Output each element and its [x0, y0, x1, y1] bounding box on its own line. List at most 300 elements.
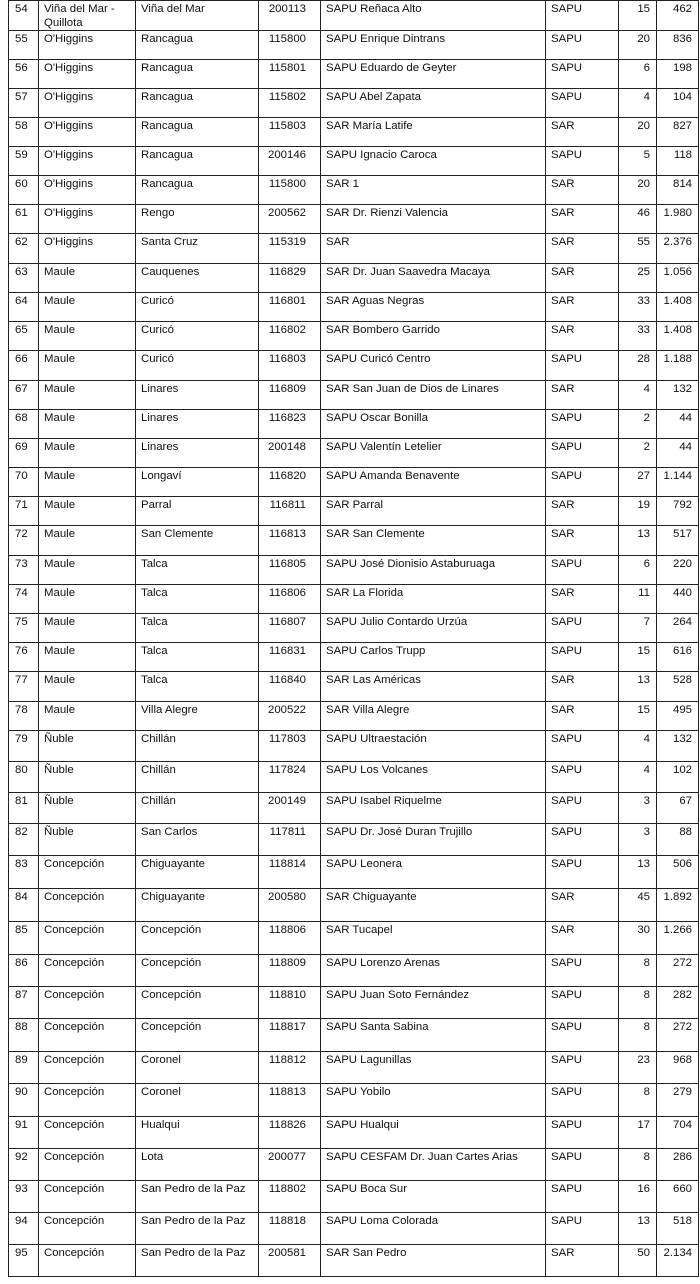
service-type: SAR	[546, 264, 619, 293]
establishment-name: SAPU Loma Colorada	[321, 1213, 546, 1245]
comuna-cell: Hualqui	[136, 1117, 259, 1149]
establishment-code: 200522	[259, 702, 321, 731]
total-cell: 968	[657, 1052, 699, 1084]
total-cell: 2.376	[657, 234, 699, 264]
establishment-code: 116829	[259, 264, 321, 293]
establishment-code: 117824	[259, 762, 321, 793]
total-cell: 88	[657, 824, 699, 856]
table-row	[9, 585, 699, 614]
total-cell: 104	[657, 89, 699, 118]
establishment-code: 115801	[259, 60, 321, 89]
establishment-name: SAPU Enrique Dintrans	[321, 31, 546, 60]
establishment-name: SAPU Ignacio Caroca	[321, 147, 546, 176]
region-cell: Maule	[39, 614, 136, 643]
hours-cell: 3	[619, 824, 657, 856]
hours-cell: 27	[619, 468, 657, 497]
row-number: 55	[9, 31, 39, 60]
service-type: SAR	[546, 176, 619, 205]
row-number: 73	[9, 556, 39, 585]
establishment-code: 200148	[259, 439, 321, 468]
total-cell: 1.980	[657, 205, 699, 234]
establishment-name: SAPU José Dionisio Astaburuaga	[321, 556, 546, 585]
establishment-code: 118810	[259, 987, 321, 1019]
comuna-cell: Longaví	[136, 468, 259, 497]
service-type: SAPU	[546, 824, 619, 856]
table-row	[9, 351, 699, 381]
comuna-cell: Curicó	[136, 351, 259, 381]
service-type: SAR	[546, 293, 619, 322]
establishment-code: 115800	[259, 31, 321, 60]
establishment-name: SAPU Lorenzo Arenas	[321, 955, 546, 987]
service-type: SAPU	[546, 1, 619, 31]
table-row	[9, 824, 699, 856]
table-row	[9, 410, 699, 439]
row-number: 70	[9, 468, 39, 497]
row-number: 85	[9, 922, 39, 955]
comuna-cell: Talca	[136, 585, 259, 614]
table-row	[9, 205, 699, 234]
region-cell: Viña del Mar - Quillota	[39, 1, 136, 31]
establishment-name: SAPU Santa Sabina	[321, 1019, 546, 1052]
row-number: 84	[9, 889, 39, 922]
total-cell: 272	[657, 955, 699, 987]
service-type: SAPU	[546, 1019, 619, 1052]
hours-cell: 28	[619, 351, 657, 381]
hours-cell: 8	[619, 1084, 657, 1117]
total-cell: 67	[657, 793, 699, 824]
service-type: SAPU	[546, 351, 619, 381]
service-type: SAPU	[546, 856, 619, 889]
total-cell: 1.408	[657, 322, 699, 351]
hours-cell: 15	[619, 1, 657, 31]
table-row	[9, 497, 699, 526]
service-type: SAPU	[546, 614, 619, 643]
comuna-cell: Rancagua	[136, 60, 259, 89]
service-type: SAPU	[546, 987, 619, 1019]
hours-cell: 15	[619, 702, 657, 731]
service-type: SAR	[546, 1245, 619, 1277]
region-cell: Ñuble	[39, 731, 136, 762]
comuna-cell: Santa Cruz	[136, 234, 259, 264]
comuna-cell: Talca	[136, 672, 259, 702]
table-row	[9, 468, 699, 497]
establishment-name: SAR Parral	[321, 497, 546, 526]
establishment-name: SAPU Eduardo de Geyter	[321, 60, 546, 89]
hours-cell: 33	[619, 293, 657, 322]
service-type: SAPU	[546, 147, 619, 176]
establishment-code: 115319	[259, 234, 321, 264]
region-cell: Maule	[39, 526, 136, 556]
total-cell: 517	[657, 526, 699, 556]
hours-cell: 16	[619, 1181, 657, 1213]
region-cell: Concepción	[39, 889, 136, 922]
total-cell: 1.892	[657, 889, 699, 922]
service-type: SAR	[546, 702, 619, 731]
comuna-cell: San Carlos	[136, 824, 259, 856]
establishment-code: 200149	[259, 793, 321, 824]
region-cell: Concepción	[39, 922, 136, 955]
comuna-cell: Linares	[136, 381, 259, 410]
table-row	[9, 31, 699, 60]
hours-cell: 2	[619, 410, 657, 439]
table-row	[9, 889, 699, 922]
total-cell: 118	[657, 147, 699, 176]
establishment-code: 116811	[259, 497, 321, 526]
total-cell: 44	[657, 439, 699, 468]
service-type: SAR	[546, 118, 619, 147]
comuna-cell: Chiguayante	[136, 856, 259, 889]
row-number: 71	[9, 497, 39, 526]
region-cell: Maule	[39, 410, 136, 439]
total-cell: 264	[657, 614, 699, 643]
region-cell: Maule	[39, 468, 136, 497]
region-cell: O'Higgins	[39, 234, 136, 264]
row-number: 54	[9, 1, 39, 31]
region-cell: Maule	[39, 439, 136, 468]
comuna-cell: Parral	[136, 497, 259, 526]
region-cell: Maule	[39, 643, 136, 672]
row-number: 64	[9, 293, 39, 322]
row-number: 93	[9, 1181, 39, 1213]
service-type: SAPU	[546, 1052, 619, 1084]
row-number: 63	[9, 264, 39, 293]
establishment-name: SAR	[321, 234, 546, 264]
comuna-cell: Rancagua	[136, 89, 259, 118]
row-number: 94	[9, 1213, 39, 1245]
comuna-cell: San Pedro de la Paz	[136, 1245, 259, 1277]
establishment-name: SAR Las Américas	[321, 672, 546, 702]
establishment-code: 118809	[259, 955, 321, 987]
total-cell: 704	[657, 1117, 699, 1149]
total-cell: 1.188	[657, 351, 699, 381]
total-cell: 272	[657, 1019, 699, 1052]
table-row	[9, 526, 699, 556]
table-body	[9, 1, 699, 1277]
table-row	[9, 1052, 699, 1084]
service-type: SAPU	[546, 1149, 619, 1181]
region-cell: O'Higgins	[39, 118, 136, 147]
row-number: 56	[9, 60, 39, 89]
row-number: 72	[9, 526, 39, 556]
region-cell: O'Higgins	[39, 31, 136, 60]
region-cell: Ñuble	[39, 824, 136, 856]
total-cell: 1.056	[657, 264, 699, 293]
hours-cell: 6	[619, 60, 657, 89]
region-cell: Concepción	[39, 1213, 136, 1245]
row-number: 80	[9, 762, 39, 793]
comuna-cell: Cauquenes	[136, 264, 259, 293]
comuna-cell: Curicó	[136, 293, 259, 322]
total-cell: 132	[657, 731, 699, 762]
table-row	[9, 234, 699, 264]
table-row	[9, 1019, 699, 1052]
comuna-cell: Rengo	[136, 205, 259, 234]
service-type: SAPU	[546, 410, 619, 439]
comuna-cell: Linares	[136, 439, 259, 468]
region-cell: Ñuble	[39, 793, 136, 824]
comuna-cell: San Pedro de la Paz	[136, 1213, 259, 1245]
hours-cell: 8	[619, 1019, 657, 1052]
table-row	[9, 856, 699, 889]
establishment-code: 118826	[259, 1117, 321, 1149]
service-type: SAPU	[546, 1084, 619, 1117]
total-cell: 462	[657, 1, 699, 31]
hours-cell: 4	[619, 381, 657, 410]
total-cell: 2.134	[657, 1245, 699, 1277]
establishment-name: SAPU Julio Contardo Urzúa	[321, 614, 546, 643]
row-number: 79	[9, 731, 39, 762]
establishment-name: SAR Chiguayante	[321, 889, 546, 922]
hours-cell: 20	[619, 31, 657, 60]
row-number: 59	[9, 147, 39, 176]
table-row	[9, 556, 699, 585]
service-type: SAR	[546, 672, 619, 702]
establishment-code: 116802	[259, 322, 321, 351]
region-cell: O'Higgins	[39, 60, 136, 89]
comuna-cell: Concepción	[136, 1019, 259, 1052]
region-cell: Concepción	[39, 1117, 136, 1149]
service-type: SAR	[546, 205, 619, 234]
establishment-name: SAPU Carlos Trupp	[321, 643, 546, 672]
region-cell: Maule	[39, 585, 136, 614]
establishment-code: 116831	[259, 643, 321, 672]
total-cell: 814	[657, 176, 699, 205]
establishment-name: SAPU Leonera	[321, 856, 546, 889]
hours-cell: 33	[619, 322, 657, 351]
establishment-name: SAR María Latife	[321, 118, 546, 147]
table-row	[9, 672, 699, 702]
establishment-name: SAPU Curicó Centro	[321, 351, 546, 381]
total-cell: 827	[657, 118, 699, 147]
table-row	[9, 147, 699, 176]
establishment-name: SAPU Hualqui	[321, 1117, 546, 1149]
region-cell: Maule	[39, 672, 136, 702]
service-type: SAR	[546, 322, 619, 351]
comuna-cell: Talca	[136, 643, 259, 672]
establishment-code: 116840	[259, 672, 321, 702]
total-cell: 792	[657, 497, 699, 526]
hours-cell: 13	[619, 1213, 657, 1245]
region-cell: Maule	[39, 351, 136, 381]
hours-cell: 11	[619, 585, 657, 614]
table-row	[9, 987, 699, 1019]
row-number: 60	[9, 176, 39, 205]
comuna-cell: Concepción	[136, 955, 259, 987]
total-cell: 44	[657, 410, 699, 439]
establishment-name: SAPU Boca Sur	[321, 1181, 546, 1213]
establishment-name: SAPU Abel Zapata	[321, 89, 546, 118]
comuna-cell: Coronel	[136, 1084, 259, 1117]
hours-cell: 50	[619, 1245, 657, 1277]
establishment-name: SAPU Reñaca Alto	[321, 1, 546, 31]
establishment-name: SAR Bombero Garrido	[321, 322, 546, 351]
region-cell: O'Higgins	[39, 89, 136, 118]
comuna-cell: Chillán	[136, 762, 259, 793]
establishment-name: SAR Tucapel	[321, 922, 546, 955]
table-row	[9, 1181, 699, 1213]
total-cell: 1.408	[657, 293, 699, 322]
service-type: SAPU	[546, 556, 619, 585]
establishment-code: 116806	[259, 585, 321, 614]
service-type: SAPU	[546, 1213, 619, 1245]
table-row	[9, 614, 699, 643]
service-type: SAPU	[546, 731, 619, 762]
region-cell: O'Higgins	[39, 147, 136, 176]
hours-cell: 20	[619, 118, 657, 147]
service-type: SAR	[546, 526, 619, 556]
comuna-cell: Coronel	[136, 1052, 259, 1084]
hours-cell: 19	[619, 497, 657, 526]
establishment-code: 200581	[259, 1245, 321, 1277]
establishment-code: 115802	[259, 89, 321, 118]
comuna-cell: Rancagua	[136, 176, 259, 205]
region-cell: O'Higgins	[39, 176, 136, 205]
hours-cell: 13	[619, 526, 657, 556]
establishment-name: SAR San Juan de Dios de Linares	[321, 381, 546, 410]
region-cell: Concepción	[39, 987, 136, 1019]
establishment-name: SAPU Lagunillas	[321, 1052, 546, 1084]
establishment-name: SAR 1	[321, 176, 546, 205]
establishment-name: SAR San Pedro	[321, 1245, 546, 1277]
establishment-code: 118814	[259, 856, 321, 889]
establishment-code: 118812	[259, 1052, 321, 1084]
total-cell: 616	[657, 643, 699, 672]
comuna-cell: San Pedro de la Paz	[136, 1181, 259, 1213]
row-number: 83	[9, 856, 39, 889]
row-number: 78	[9, 702, 39, 731]
table-row	[9, 264, 699, 293]
comuna-cell: Lota	[136, 1149, 259, 1181]
comuna-cell: Viña del Mar	[136, 1, 259, 31]
hours-cell: 45	[619, 889, 657, 922]
comuna-cell: Rancagua	[136, 147, 259, 176]
region-cell: Maule	[39, 293, 136, 322]
establishment-code: 116805	[259, 556, 321, 585]
row-number: 76	[9, 643, 39, 672]
total-cell: 518	[657, 1213, 699, 1245]
comuna-cell: Curicó	[136, 322, 259, 351]
service-type: SAR	[546, 234, 619, 264]
establishment-code: 118818	[259, 1213, 321, 1245]
hours-cell: 17	[619, 1117, 657, 1149]
row-number: 77	[9, 672, 39, 702]
region-cell: Concepción	[39, 1084, 136, 1117]
row-number: 68	[9, 410, 39, 439]
establishment-code: 200146	[259, 147, 321, 176]
hours-cell: 46	[619, 205, 657, 234]
table-row	[9, 702, 699, 731]
comuna-cell: Chillán	[136, 793, 259, 824]
establishment-code: 200562	[259, 205, 321, 234]
table-row	[9, 731, 699, 762]
service-type: SAPU	[546, 643, 619, 672]
establishment-name: SAR Aguas Negras	[321, 293, 546, 322]
total-cell: 198	[657, 60, 699, 89]
hours-cell: 25	[619, 264, 657, 293]
region-cell: Concepción	[39, 955, 136, 987]
row-number: 58	[9, 118, 39, 147]
service-type: SAR	[546, 585, 619, 614]
comuna-cell: Chiguayante	[136, 889, 259, 922]
total-cell: 495	[657, 702, 699, 731]
establishment-name: SAPU CESFAM Dr. Juan Cartes Arias	[321, 1149, 546, 1181]
table-row	[9, 118, 699, 147]
table-row	[9, 439, 699, 468]
establishment-name: SAR Dr. Juan Saavedra Macaya	[321, 264, 546, 293]
row-number: 95	[9, 1245, 39, 1277]
total-cell: 132	[657, 381, 699, 410]
row-number: 65	[9, 322, 39, 351]
comuna-cell: Talca	[136, 614, 259, 643]
total-cell: 506	[657, 856, 699, 889]
establishment-code: 116813	[259, 526, 321, 556]
table-row	[9, 643, 699, 672]
region-cell: Maule	[39, 556, 136, 585]
establishment-name: SAPU Valentín Letelier	[321, 439, 546, 468]
hours-cell: 8	[619, 987, 657, 1019]
establishment-name: SAPU Yobilo	[321, 1084, 546, 1117]
total-cell: 440	[657, 585, 699, 614]
establishment-code: 118817	[259, 1019, 321, 1052]
service-type: SAPU	[546, 89, 619, 118]
hours-cell: 4	[619, 89, 657, 118]
table-row	[9, 1084, 699, 1117]
table-row	[9, 793, 699, 824]
row-number: 88	[9, 1019, 39, 1052]
hours-cell: 5	[619, 147, 657, 176]
row-number: 75	[9, 614, 39, 643]
table-row	[9, 381, 699, 410]
region-cell: Concepción	[39, 1181, 136, 1213]
hours-cell: 55	[619, 234, 657, 264]
establishment-name: SAR La Florida	[321, 585, 546, 614]
total-cell: 528	[657, 672, 699, 702]
table-row	[9, 762, 699, 793]
service-type: SAPU	[546, 955, 619, 987]
service-type: SAPU	[546, 762, 619, 793]
hours-cell: 4	[619, 731, 657, 762]
establishment-code: 118802	[259, 1181, 321, 1213]
hours-cell: 13	[619, 856, 657, 889]
total-cell: 220	[657, 556, 699, 585]
row-number: 86	[9, 955, 39, 987]
hours-cell: 3	[619, 793, 657, 824]
total-cell: 286	[657, 1149, 699, 1181]
region-cell: Maule	[39, 381, 136, 410]
table-row	[9, 955, 699, 987]
service-type: SAR	[546, 889, 619, 922]
establishment-name: SAR San Clemente	[321, 526, 546, 556]
hours-cell: 2	[619, 439, 657, 468]
row-number: 62	[9, 234, 39, 264]
comuna-cell: Linares	[136, 410, 259, 439]
hours-cell: 8	[619, 1149, 657, 1181]
row-number: 82	[9, 824, 39, 856]
total-cell: 279	[657, 1084, 699, 1117]
region-cell: Ñuble	[39, 762, 136, 793]
establishment-code: 116823	[259, 410, 321, 439]
row-number: 91	[9, 1117, 39, 1149]
facilities-table	[8, 0, 699, 1277]
comuna-cell: Rancagua	[136, 118, 259, 147]
establishment-name: SAPU Los Volcanes	[321, 762, 546, 793]
establishment-code: 200077	[259, 1149, 321, 1181]
row-number: 61	[9, 205, 39, 234]
establishment-name: SAPU Oscar Bonilla	[321, 410, 546, 439]
comuna-cell: Chillán	[136, 731, 259, 762]
establishment-name: SAR Dr. Rienzi Valencia	[321, 205, 546, 234]
table-row	[9, 293, 699, 322]
